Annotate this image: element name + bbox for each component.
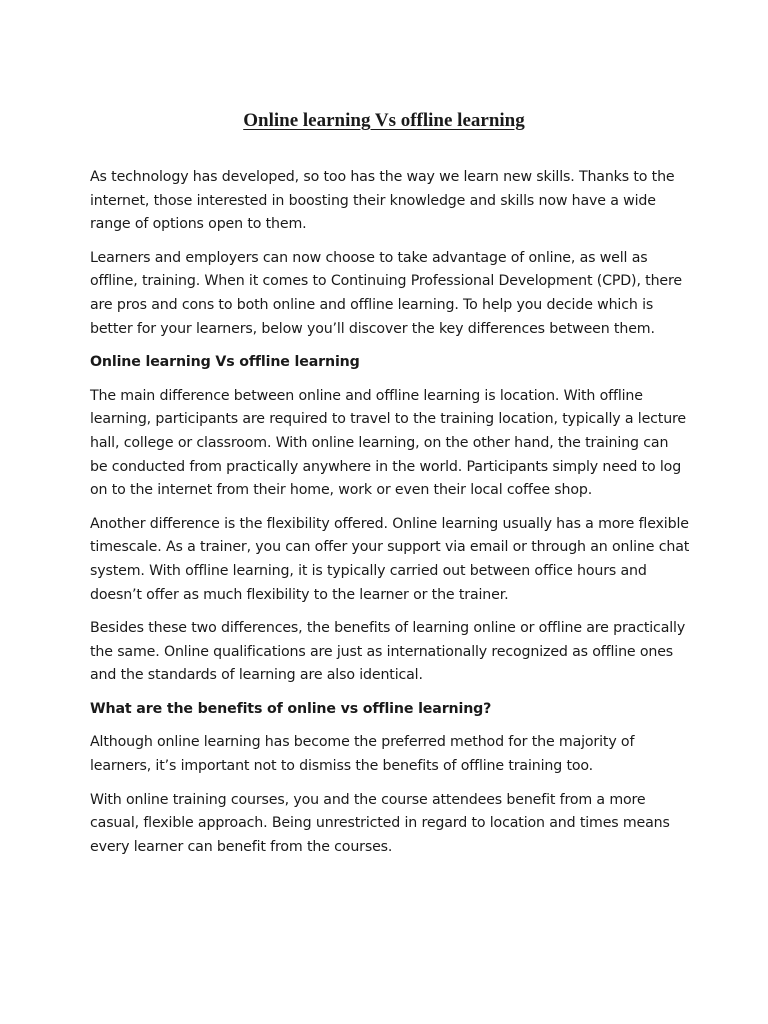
paragraph-flexibility: Another difference is the flexibility offered. Online learning usually has a more flexible timescale. As a trainer, you can offer your support via email or through an online chat system. With offline learning, it is typically carried out between office hours and doesn’t offer as much flexibility to the learner or the trainer. xyxy=(90,515,690,603)
section-heading-comparison: Online learning Vs offline learning xyxy=(90,354,360,371)
paragraph-similarities: Besides these two differences, the benefits of learning online or offline are practically the same. Online qualifications are just as internationally recognized as offline ones and the standards of learning are also identical. xyxy=(90,620,686,684)
paragraph-preferred-method: Although online learning has become the preferred method for the majority of learners, it’s important not to dismiss the benefits of offline training too. xyxy=(90,734,635,775)
paragraph-intro: As technology has developed, so too has the way we learn new skills. Thanks to the internet, those interested in boosting their knowledge and skills now have a wide range of options open to them. xyxy=(90,169,675,233)
paragraph-location: The main difference between online and offline learning is location. With offline learning, participants are required to travel to the training location, typically a lecture hall, college or classroom. With online learning, on the other hand, the training can be conducted from practically anywhere in the world. Participants simply need to log on to the internet from their home, work or even their local coffee shop. xyxy=(90,387,687,499)
document-body xyxy=(90,166,690,869)
document-title: Online learning Vs offline learning xyxy=(243,110,525,131)
section-heading-benefits: What are the benefits of online vs offline learning? xyxy=(90,700,492,717)
paragraph-online-benefits: With online training courses, you and the course attendees benefit from a more casual, flexible approach. Being unrestricted in regard to location and times means every learner can benefit from the courses. xyxy=(90,791,670,855)
paragraph-cpd: Learners and employers can now choose to take advantage of online, as well as offline, training. When it comes to Continuing Professional Development (CPD), there are pros and cons to both online and offline learning. To help you decide which is better for your learners, below you’ll discover the key differences between them. xyxy=(90,249,682,337)
